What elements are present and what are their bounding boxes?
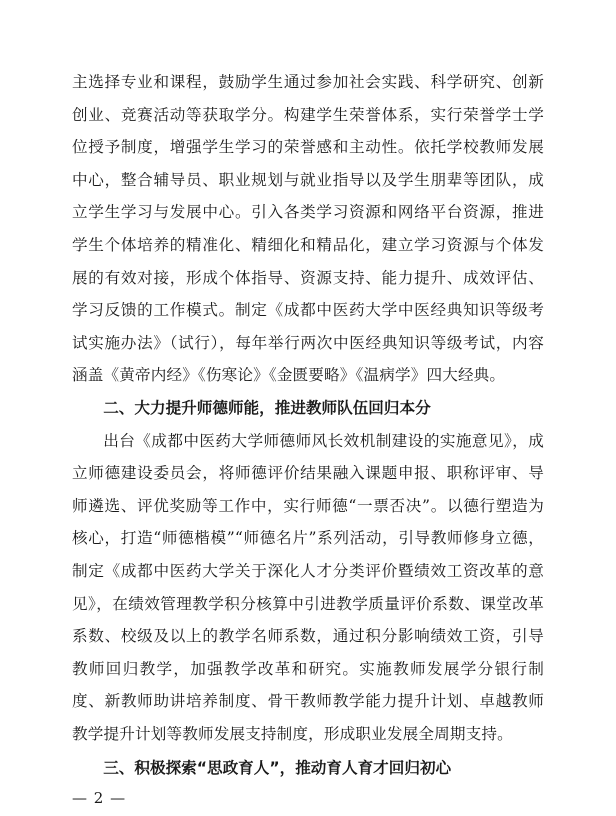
page-number: — 2 — bbox=[72, 789, 127, 807]
body-paragraph-2: 出台《成都中医药大学师德师风长效机制建设的实施意见》，成立师德建设委员会，将师德评价结果融入课题申报、职称评审、导师遴选、评优奖励等工作中，实行师德“一票否决”。以德行塑造为核心，打造“师德楷模”“师德名片”系列活动，引导教师修身立德，制定《成都中医药大学关于深化人才分类评价暨绩效工资改革的意见》，在绩效管理教学积分核算中引进教学质量评价系数、课堂改革系数、校级及以上的教学名师系数，通过积分影响绩效工资，引导教师回归教学，加强教学改革和研究。实施教师发展学分银行制度、新教师助讲培养制度、骨干教师教学能力提升计划、卓越教师教学提升计划等教师发展支持制度，形成职业发展全周期支持。 bbox=[72, 431, 544, 743]
document-body bbox=[72, 66, 544, 785]
body-paragraph-1: 主选择专业和课程，鼓励学生通过参加社会实践、科学研究、创新创业、竞赛活动等获取学分。构建学生荣誉体系，实行荣誉学士学位授予制度，增强学生学习的荣誉感和主动性。依托学校教师发展中心，整合辅导员、职业规划与就业指导以及学生朋辈等团队，成立学生学习与发展中心。引入各类学习资源和网络平台资源，推进学生个体培养的精准化、精细化和精品化，建立学习资源与个体发展的有效对接，形成个体指导、资源支持、能力提升、成效评估、学习反馈的工作模式。制定《成都中医药大学中医经典知识等级考试实施办法》（试行），每年举行两次中医经典知识等级考试，内容涵盖《黄帝内经》《伤寒论》《金匮要略》《温病学》四大经典。 bbox=[72, 73, 544, 385]
section-heading-3: 三、积极探索“思政育人”，推动育人育才回归初心 bbox=[103, 759, 452, 778]
section-heading-2: 二、大力提升师德师能，推进教师队伍回归本分 bbox=[103, 398, 431, 417]
